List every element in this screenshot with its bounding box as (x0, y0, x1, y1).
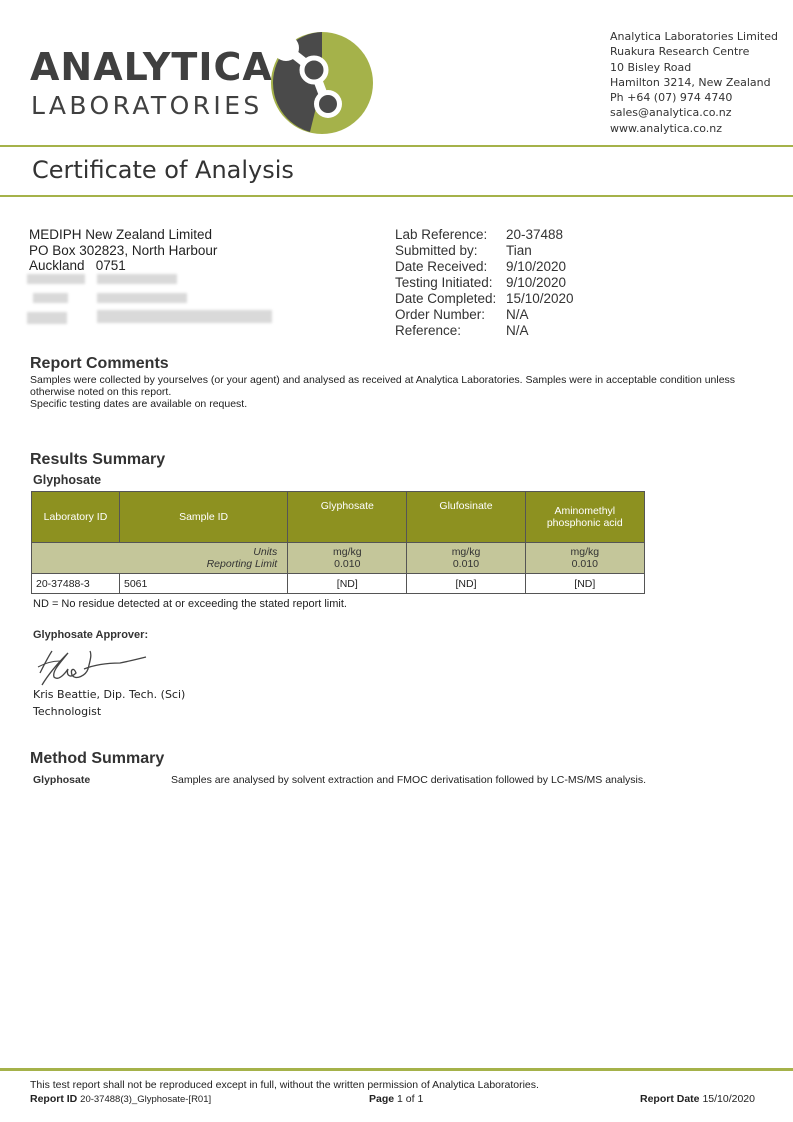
header-aminomethyl-phosphonic-acid (525, 492, 644, 543)
meta-row (395, 227, 574, 243)
reporting-limit-label: Reporting Limit (206, 558, 278, 570)
page-label: Page (369, 1093, 395, 1105)
address-line: Ruakura Research Centre (610, 45, 750, 59)
comment-line: Specific testing dates are available on request. (30, 398, 248, 410)
client-city: Auckland 0751 (29, 258, 126, 274)
comment-line: otherwise noted on this report. (30, 386, 172, 398)
logo-mark-icon (266, 30, 376, 140)
meta-row (395, 291, 574, 307)
footer-report-id (30, 1093, 211, 1105)
units-cell (525, 543, 644, 574)
limit-value: 0.010 (334, 558, 361, 570)
units-cell (407, 543, 525, 574)
meta-row (395, 323, 574, 339)
header-divider (0, 145, 793, 147)
header-glyphosate: Glyphosate (288, 492, 407, 543)
limit-value: 0.010 (571, 558, 598, 570)
unit-value: mg/kg (451, 546, 481, 558)
address-line: Ph +64 (07) 974 4740 (610, 91, 733, 105)
nd-note: ND = No residue detected at or exceeding the stated report limit. (33, 598, 347, 610)
report-id-value: 20-37488(3)_Glyphosate-[R01] (80, 1094, 212, 1105)
unit-value: mg/kg (333, 546, 362, 558)
report-comments-heading: Report Comments (30, 355, 169, 372)
report-date-label: Report Date (640, 1093, 700, 1105)
method-text: Samples are analysed by solvent extraction and FMOC derivatisation followed by LC-MS/MS analysis. (171, 774, 647, 786)
report-date-value: 15/10/2020 (702, 1093, 755, 1105)
units-limit-labels (32, 543, 288, 574)
signature-icon (30, 645, 150, 690)
meta-row (395, 243, 574, 259)
meta-value: 15/10/2020 (506, 291, 574, 306)
results-table (31, 491, 645, 594)
meta-value: Tian (506, 243, 532, 258)
meta-label: Order Number: (395, 307, 486, 322)
meta-value: N/A (506, 323, 529, 338)
limit-value: 0.010 (452, 558, 480, 570)
logo-subwordmark: LABORATORIES (31, 91, 263, 120)
method-summary-heading: Method Summary (30, 750, 165, 767)
client-name: MEDIPH New Zealand Limited (29, 227, 213, 242)
header-laboratory-id: Laboratory ID (32, 492, 120, 543)
meta-value: 9/10/2020 (506, 275, 567, 290)
address-line: Hamilton 3214, New Zealand (610, 75, 771, 89)
footer-report-date (640, 1093, 755, 1105)
address-website[interactable]: www.analytica.co.nz (610, 121, 722, 135)
approver-role: Technologist (33, 705, 102, 718)
footer-divider (0, 1068, 793, 1071)
cell-glyphosate: [ND] (288, 574, 407, 594)
footer-page (369, 1093, 423, 1105)
header-glufosinate: Glufosinate (407, 492, 525, 543)
approver-heading: Glyphosate Approver: (33, 629, 149, 641)
client-address (29, 227, 217, 274)
logo-wordmark: ANALYTICA (30, 45, 273, 89)
report-id-label: Report ID (30, 1093, 78, 1105)
units-cell (288, 543, 407, 574)
header-line: phosphonic acid (546, 517, 623, 529)
meta-label: Lab Reference: (395, 227, 488, 242)
table-units-row (32, 543, 645, 574)
address-line: 10 Bisley Road (610, 60, 692, 74)
footer-notice: This test report shall not be reproduced except in full, without the written permission of Analytica Laboratories. (30, 1079, 539, 1091)
meta-value: 9/10/2020 (506, 259, 567, 274)
page-title: Certificate of Analysis (32, 156, 294, 184)
meta-row (395, 275, 574, 291)
report-comments-text (30, 374, 770, 410)
page-value: 1 of 1 (397, 1093, 424, 1105)
meta-label: Date Received: (395, 259, 488, 274)
meta-label: Submitted by: (395, 243, 478, 258)
comment-line: Samples were collected by yourselves (or your agent) and analysed as received at Analytica Laboratories. Samples were in acceptable condition unless (30, 374, 736, 386)
cell-sample-id: 5061 (119, 574, 287, 594)
cell-ampa: [ND] (525, 574, 644, 594)
title-divider (0, 195, 793, 197)
meta-value: N/A (506, 307, 529, 322)
address-line: Analytica Laboratories Limited (610, 30, 778, 43)
meta-value: 20-37488 (506, 227, 564, 242)
client-po-box: PO Box 302823, North Harbour (29, 242, 218, 258)
results-subheading: Glyphosate (33, 473, 102, 487)
results-summary-heading: Results Summary (30, 451, 166, 468)
meta-label: Testing Initiated: (395, 275, 493, 290)
meta-row (395, 259, 574, 275)
header-sample-id: Sample ID (119, 492, 287, 543)
cell-glufosinate: [ND] (407, 574, 525, 594)
meta-label: Reference: (395, 323, 462, 338)
table-header-row (32, 492, 645, 543)
address-email[interactable]: sales@analytica.co.nz (610, 106, 732, 120)
units-label: Units (253, 546, 278, 558)
cell-laboratory-id: 20-37488-3 (32, 574, 120, 594)
approver-name: Kris Beattie, Dip. Tech. (Sci) (33, 688, 186, 701)
table-row (32, 574, 645, 594)
meta-row (395, 307, 574, 323)
meta-label: Date Completed: (395, 291, 497, 306)
header-line: Aminomethyl (554, 505, 616, 517)
unit-value: mg/kg (570, 546, 600, 558)
method-analyte: Glyphosate (33, 774, 91, 786)
report-meta (395, 227, 574, 339)
lab-address (610, 29, 778, 136)
